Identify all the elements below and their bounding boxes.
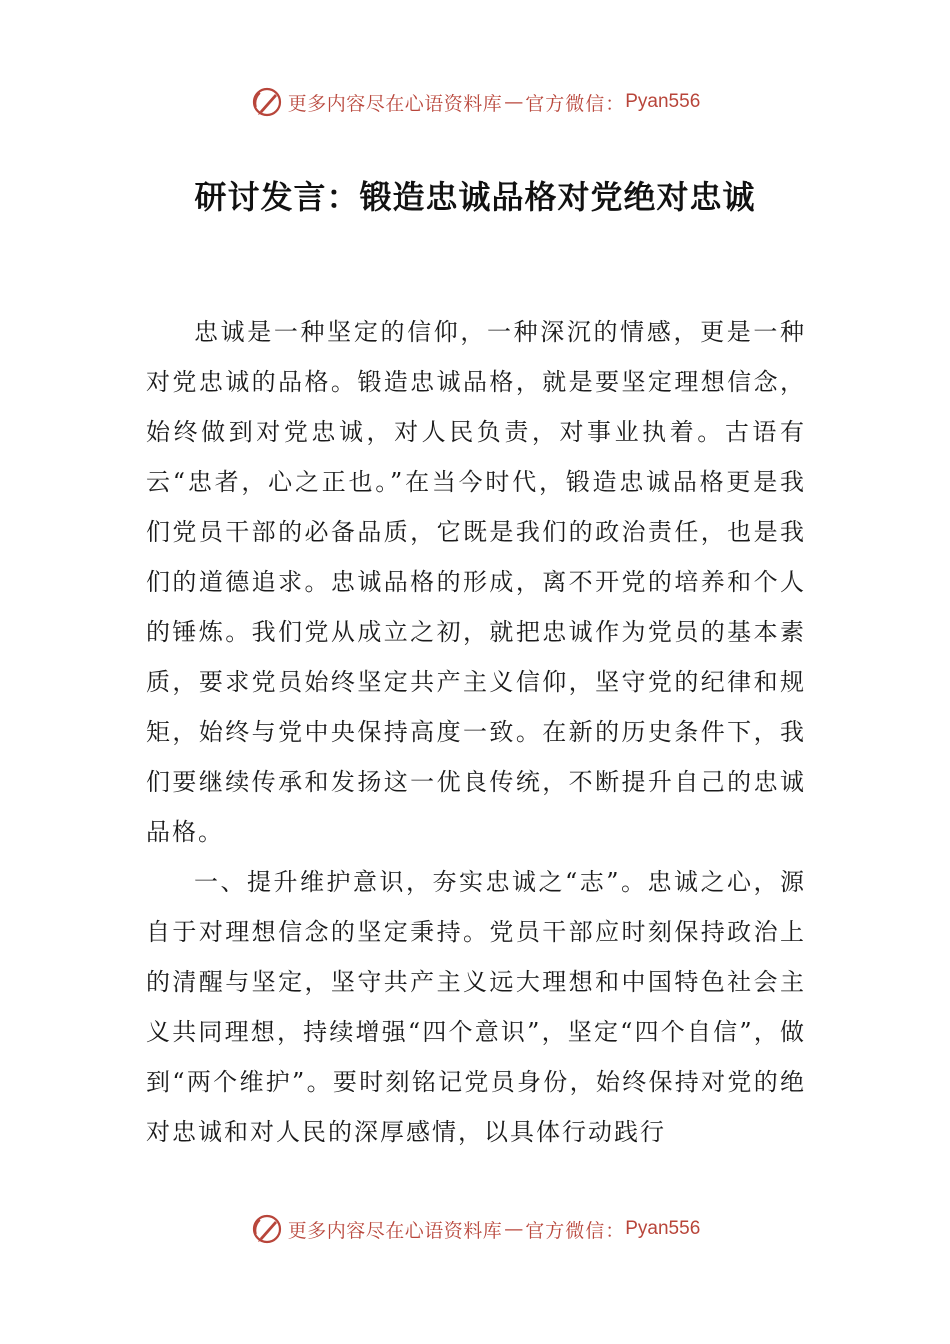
header-banner [0,82,950,122]
footer-banner [0,1209,950,1249]
banner-official-label: 官方微信： [525,92,626,115]
paragraph-2: 一、提升维护意识，夯实忠诚之“志”。忠诚之心，源自于对理想信念的坚定秉持。党员干部应时刻保持政治上的清醒与坚定，坚守共产主义远大理想和中国特色社会主义共同理想，持续增强“四个意识”，坚定“四个自信”，做到“两个维护”。要时刻铭记党员身份，始终保持对党的绝对忠诚和对人民的深厚感情，以具体行动践行 [146,868,806,1146]
document-title: 研讨发言：锻造忠诚品格对党绝对忠诚 [194,178,756,216]
banner-dash: — [504,91,524,113]
document-body [146,307,806,1157]
banner-text: 更多内容尽在心语资料库 [287,1219,503,1242]
banner-dash: — [504,1218,524,1240]
paragraph-1: 忠诚是一种坚定的信仰，一种深沉的情感，更是一种对党忠诚的品格。锻造忠诚品格，就是要坚定理想信念，始终做到对党忠诚，对人民负责，对事业执着。古语有云“忠者，心之正也。”在当今时代，锻造忠诚品格更是我们党员干部的必备品质，它既是我们的政治责任，也是我们的道德追求。忠诚品格的形成，离不开党的培养和个人的锤炼。我们党从成立之初，就把忠诚作为党员的基本素质，要求党员始终坚定共产主义信仰，坚守党的纪律和规矩，始终与党中央保持高度一致。在新的历史条件下，我们要继续传承和发扬这一优良传统，不断提升自己的忠诚品格。 [146,318,806,846]
banner-official-label: 官方微信： [525,1219,626,1242]
banner-text: 更多内容尽在心语资料库 [287,92,503,115]
banner-wechat-id: Pyan556 [625,1218,701,1239]
pen-logo-icon [250,85,284,119]
pen-logo-icon [250,1212,284,1246]
banner-wechat-id: Pyan556 [625,91,701,112]
